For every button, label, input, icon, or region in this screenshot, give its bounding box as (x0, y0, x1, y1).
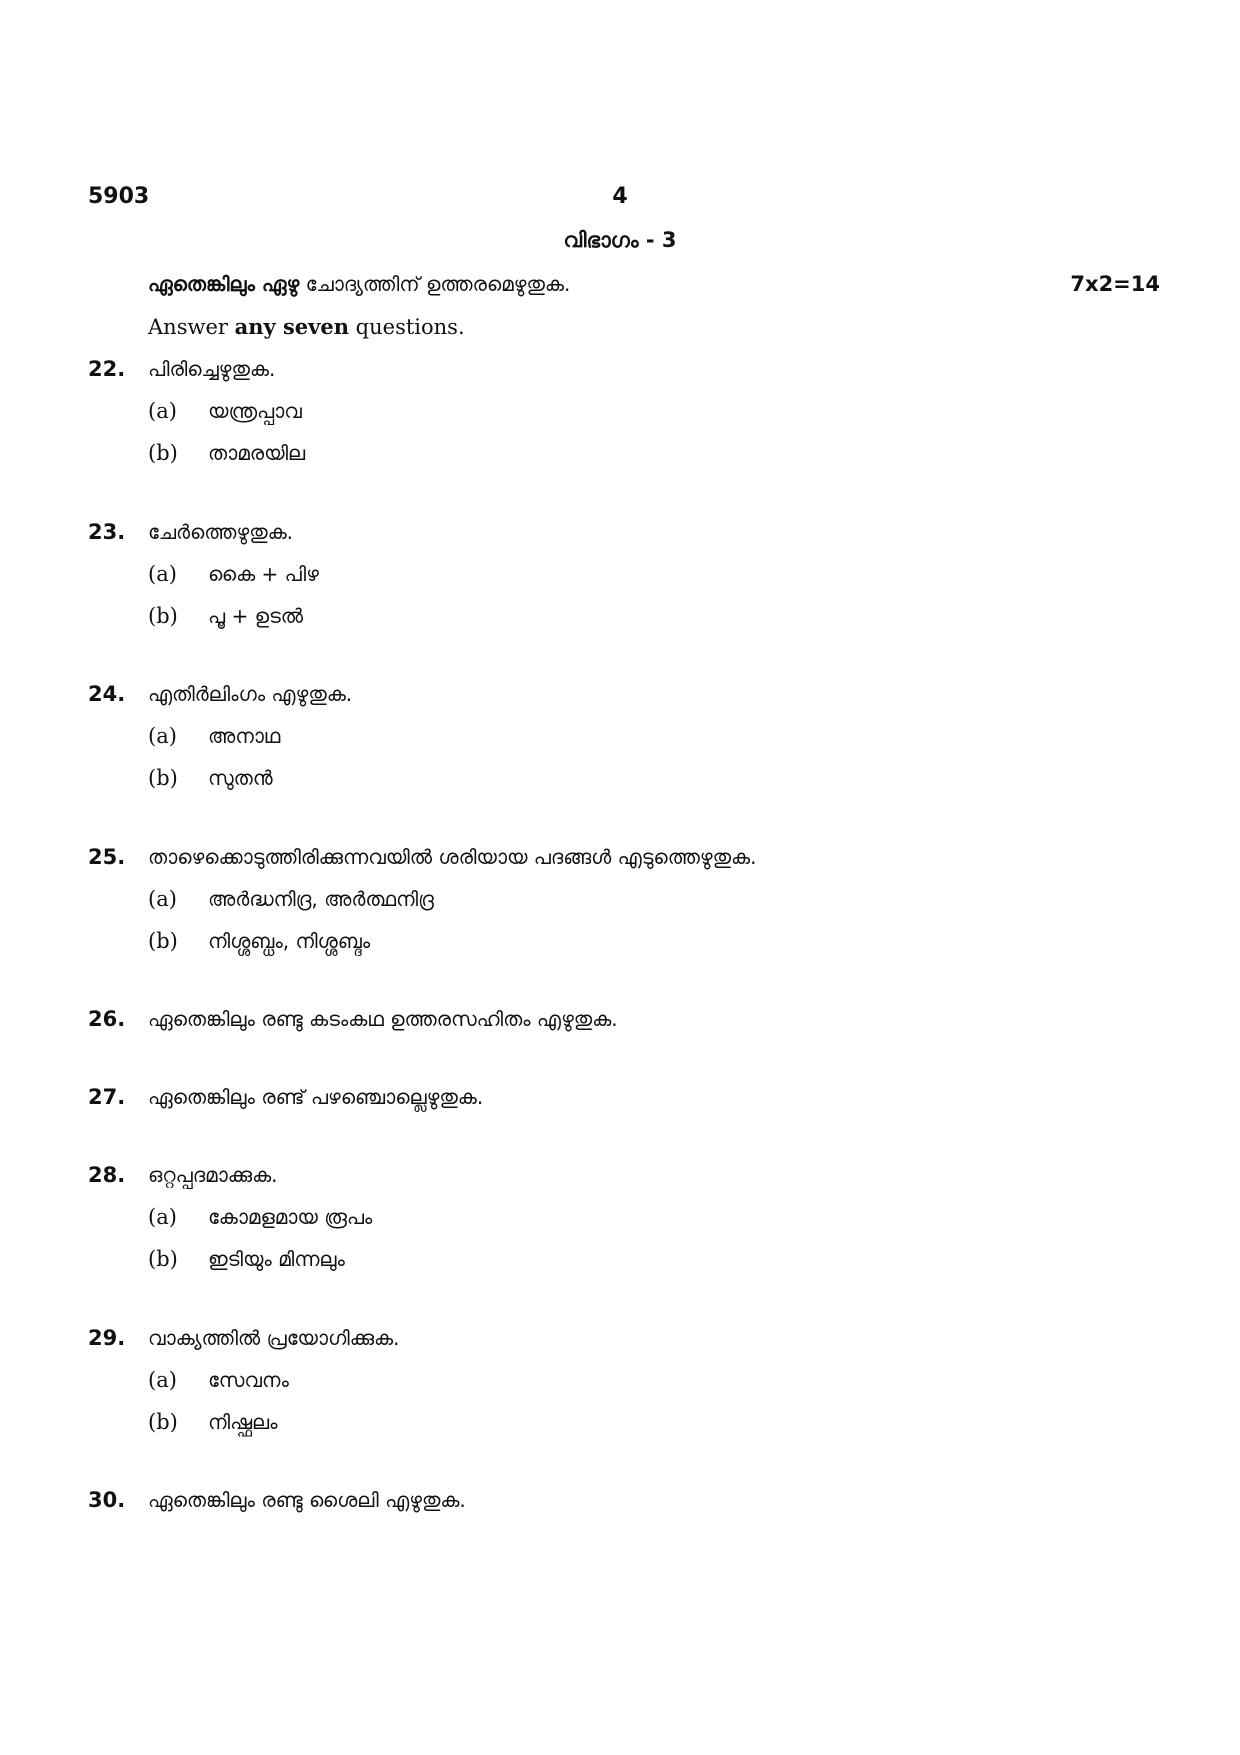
option-b (148, 766, 1168, 798)
option-b (148, 604, 1168, 636)
option-a (148, 1205, 1168, 1237)
option-b (148, 929, 1168, 961)
option-b (148, 441, 1168, 473)
question-text: താഴെക്കൊടുത്തിരിക്കുന്നവയിൽ ശരിയായ പദങ്ങൾ എടുത്തെഴുതുക. (148, 845, 757, 869)
question-number: 23. (88, 520, 126, 544)
option-a (148, 562, 1168, 594)
option-a (148, 399, 1168, 431)
option-text: സേവനം (208, 1368, 289, 1392)
instruction-english-post: questions. (349, 315, 465, 339)
question-30 (88, 1488, 1168, 1520)
question-number: 28. (88, 1163, 126, 1187)
option-label: (a) (148, 399, 177, 423)
instruction-malayalam-rest: ചോദ്യത്തിന് ഉത്തരമെഴുതുക. (299, 272, 571, 296)
option-text: നിശ്ശബ്ധം, നിശ്ശബ്ദം (208, 929, 371, 953)
option-text: പൂ + ഉടൽ (208, 604, 304, 628)
question-number: 25. (88, 845, 126, 869)
question-text: പിരിച്ചെഴുതുക. (148, 357, 276, 381)
option-b (148, 1410, 1168, 1442)
option-label: (b) (148, 441, 178, 465)
question-22 (88, 357, 1168, 473)
option-label: (b) (148, 929, 178, 953)
section-title: വിഭാഗം - 3 (563, 228, 677, 252)
question-number: 26. (88, 1007, 126, 1031)
question-25 (88, 845, 1168, 961)
option-text: അനാഥ (208, 724, 281, 748)
question-text: ഒറ്റപ്പദമാക്കുക. (148, 1163, 278, 1187)
question-23 (88, 520, 1168, 636)
question-number: 24. (88, 682, 126, 706)
question-text: ഏതെങ്കിലും രണ്ട് പഴഞ്ചൊല്ലെഴുതുക. (148, 1085, 484, 1109)
option-label: (a) (148, 1368, 177, 1392)
option-label: (a) (148, 887, 177, 911)
option-label: (b) (148, 1247, 178, 1271)
question-number: 27. (88, 1085, 126, 1109)
question-28 (88, 1163, 1168, 1279)
question-number: 22. (88, 357, 126, 381)
question-text: ഏതെങ്കിലും രണ്ടു കടംകഥ ഉത്തരസഹിതം എഴുതുക. (148, 1007, 618, 1031)
option-label: (a) (148, 1205, 177, 1229)
option-text: കോമളമായ രൂപം (208, 1205, 373, 1229)
paper-code: 5903 (88, 184, 150, 209)
instruction-english (148, 314, 465, 339)
marks-allocation: 7x2=14 (1070, 272, 1160, 296)
option-label: (b) (148, 1410, 178, 1434)
instruction-english-emphasis: any seven (234, 314, 349, 339)
option-text: നിഷ്ഫലം (208, 1410, 278, 1434)
page-number: 4 (612, 184, 628, 209)
option-label: (a) (148, 562, 177, 586)
instruction-english-pre: Answer (148, 315, 235, 339)
option-text: യന്ത്രപ്പാവ (208, 399, 302, 423)
option-b (148, 1247, 1168, 1279)
option-a (148, 724, 1168, 756)
question-number: 29. (88, 1326, 126, 1350)
option-label: (b) (148, 604, 178, 628)
option-text: സുതൻ (208, 766, 273, 790)
option-label: (a) (148, 724, 177, 748)
question-text: വാക്യത്തിൽ പ്രയോഗിക്കുക. (148, 1326, 400, 1350)
question-26 (88, 1007, 1168, 1039)
option-text: ഇടിയും മിന്നലും (208, 1247, 345, 1271)
option-a (148, 1368, 1168, 1400)
question-number: 30. (88, 1488, 126, 1512)
question-24 (88, 682, 1168, 798)
question-text: ചേർത്തെഴുതുക. (148, 520, 294, 544)
option-text: കൈ + പിഴ (208, 562, 319, 586)
option-text: അർദ്ധനിദ്ര, അർത്ഥനിദ്ര (208, 887, 434, 911)
instruction-malayalam-emphasis: ഏതെങ്കിലും ഏഴു (148, 272, 300, 296)
option-text: താമരയില (208, 441, 306, 465)
question-27 (88, 1085, 1168, 1117)
option-a (148, 887, 1168, 919)
question-text: എതിർലിംഗം എഴുതുക. (148, 682, 353, 706)
question-29 (88, 1326, 1168, 1442)
option-label: (b) (148, 766, 178, 790)
instruction-malayalam (148, 272, 570, 296)
question-text: ഏതെങ്കിലും രണ്ടു ശൈലി എഴുതുക. (148, 1488, 466, 1512)
